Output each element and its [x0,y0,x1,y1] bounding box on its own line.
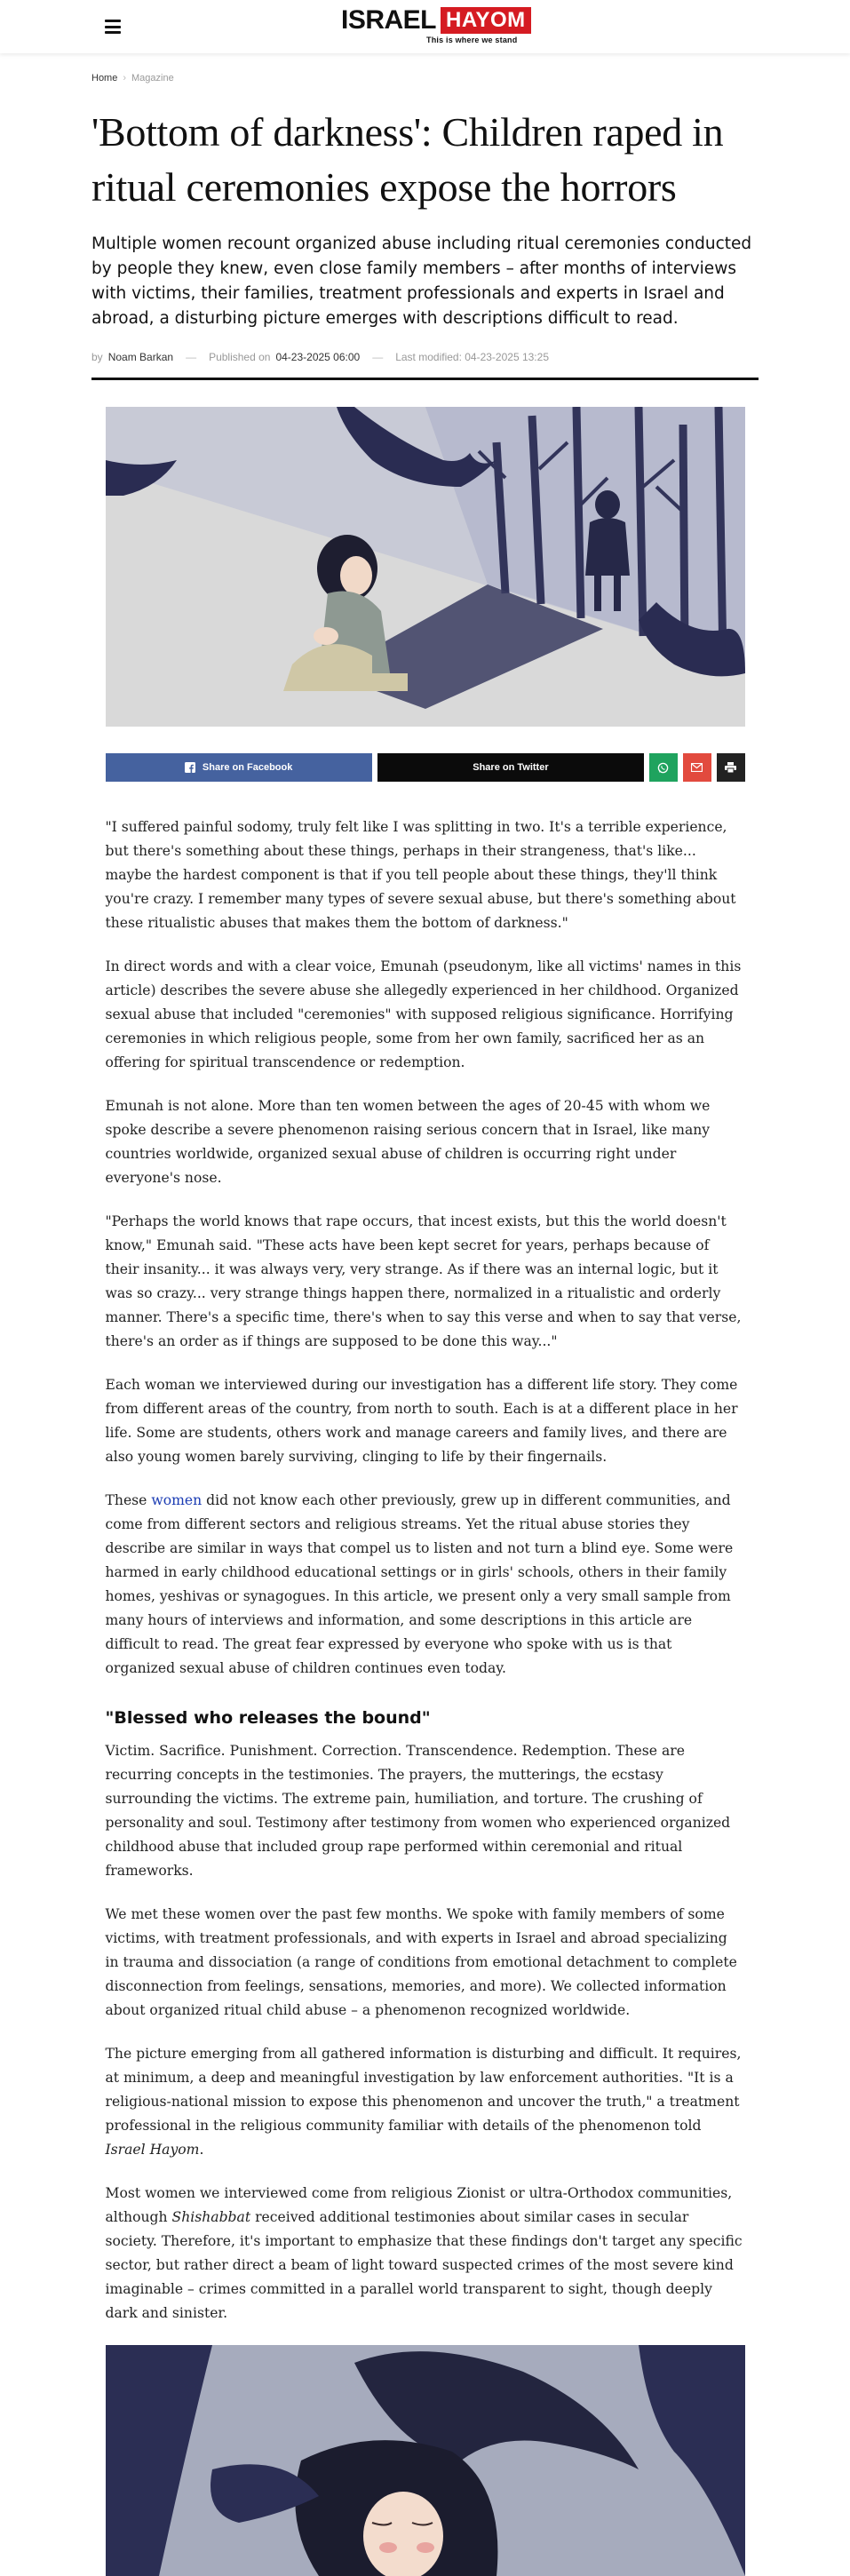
published-label: Published on [209,351,271,363]
author-link[interactable]: Noam Barkan [107,351,174,363]
share-facebook-label: Share on Facebook [202,762,293,773]
share-twitter-label: Share on Twitter [473,762,549,773]
meta-dash: — [186,351,197,363]
paragraph: Emunah is not alone. More than ten women between the ages of 20-45 with whom we spoke describe a severe phenomenon raising serious concern that in Israel, like many countries worldwide, organized sexual abuse of children is occurring right under everyone's nose. [105,1098,711,1186]
share-facebook-button[interactable] [106,753,372,782]
paragraph: Each woman we interviewed during our investigation has a different life story. They come from different areas of the country, from north to south. Each is at a different place in her life. Some are students, others work and manage careers and family lives, and there are also young women barely surviving, clinging to life by their fingernails. [105,1377,738,1465]
paragraph: We met these women over the past few months. We spoke with family members of some victims, with treatment professionals, and with experts in Israel and abroad specializing in trauma and dissociation (a range of conditions from emotional detachment to complete disconnection from feelings, sensations, memories, and more). We collected information about organized ritual child abuse – a phenomenon recognized worldwide. [105,1906,737,2018]
hero-image [106,407,745,727]
hero-illustration [106,407,745,727]
article-meta [91,351,759,380]
print-icon [725,762,736,773]
publication-name: Shishabbat [171,2209,251,2225]
breadcrumb-section[interactable]: Magazine [131,73,174,83]
article-subtitle: Multiple women recount organized abuse including ritual ceremonies conducted by people they knew, even close family members – after months of interviews with victims, their families, treatment professionals and experts in Israel and abroad, a disturbing picture emerges with descriptions difficult to read. [91,235,752,328]
facebook-icon [185,762,195,773]
breadcrumb-home[interactable]: Home [91,73,118,83]
modified-date: Last modified: 04-23-2025 13:25 [395,351,549,363]
page-title: 'Bottom of darkness': Children raped in ritual ceremonies expose the horrors [91,109,724,210]
paragraph: "I suffered painful sodomy, truly felt like I was splitting in two. It's a terrible experience, but there's something about these things, perhaps in their strangeness, that's like... maybe the hardest component is that if you tell people about these things, they'll think you're crazy. I remember many types of severe sexual abuse, but there's something about these ritualistic abuses that makes them the bottom of darkness." [105,819,736,931]
paragraph [106,1489,745,1681]
paragraph: "Perhaps the world knows that rape occurs, that incest exists, but this the world doesn't know," Emunah said. "These acts have been kept secret for years, perhaps because of their insanity... it was always very, very strange. As if there was an internal logic, but it was so crazy... very strange things happen there, normalized in a ritualistic and orderly manner. There's a specific time, there's when to say this verse and when to say that verse, there's an order as if things are supposed to be done this way..." [105,1213,742,1349]
paragraph: In direct words and with a clear voice, Emunah (pseudonym, like all victims' names in this article) describes the severe abuse she allegedly experienced in her childhood. Organized sexual abuse that included "ceremonies" with supposed religious significance. Horrifying ceremonies in which religious people, some from her own family, sacrificed her as an offering for spiritual transcendence or redemption. [105,958,742,1070]
publication-name: Israel Hayom [105,2142,200,2158]
paragraph [106,2182,745,2326]
hamburger-icon[interactable] [105,20,121,34]
share-twitter-button[interactable] [377,753,644,782]
section-subheading: "Blessed who releases the bound" [105,1708,431,1728]
print-button[interactable] [717,753,745,782]
text-segment: did not know each other previously, grew up in different communities, and come from different sectors and religious streams. Yet the ritual abuse stories they describe are similar in ways that compel us to listen and not turn a blind eye. Some were harmed in early childhood educational settings or in girls' schools, others in their family homes, yeshivas or synagogues. In this article, we present only a very small sample from many hours of interviews and information, and some descriptions in this article are difficult to read. The great fear expressed by everyone who spoke with us is that organized sexual abuse of children continues even today. [105,1492,734,1676]
article-image [106,2345,745,2576]
text-segment: . [199,2142,204,2158]
text-segment: The picture emerging from all gathered information is disturbing and difficult. It requires, at minimum, a deep and meaningful investigation by law enforcement authorities. "It is a religious-national mission to expose this phenomenon and uncover the truth," a treatment professional in the religious community familiar with details of the phenomenon told [105,2046,742,2134]
article-header [91,73,759,380]
share-email-button[interactable] [683,753,711,782]
share-whatsapp-button[interactable] [649,753,678,782]
text-segment: These [105,1492,152,1508]
women-link[interactable]: women [151,1492,203,1508]
breadcrumb [91,73,759,83]
text-segment: Most women we interviewed come from religious Zionist or ultra-Orthodox communities, although [105,2185,733,2225]
paragraph [106,2042,745,2162]
second-illustration [106,2345,745,2576]
whatsapp-icon [657,762,669,774]
published-date: 04-23-2025 06:00 [275,351,361,363]
site-header [0,0,850,53]
site-logo[interactable] [341,5,533,46]
logo-box: HAYOM [441,7,531,34]
paragraph: Victim. Sacrifice. Punishment. Correction. Transcendence. Redemption. These are recurring concepts in the testimonies. The prayers, the mutterings, the ecstasy surrounding the victims. The extreme pain, humiliation, and torture. The crushing of personality and soul. Testimony after testimony from women who experienced organized childhood abuse that included group rape performed within ceremonial and ritual frameworks. [105,1743,731,1879]
share-bar [106,753,745,782]
by-label: by [91,351,103,363]
article-body [106,815,745,2326]
breadcrumb-separator: › [123,73,127,83]
logo-word: ISRAEL [341,5,437,35]
text-segment: received additional testimonies about similar cases in secular society. Therefore, it's important to emphasize that these findings don't target any specific sector, but rather direct a beam of light toward suspected crimes of the most severe kind imaginable – crimes committed in a parallel world transparent to sight, though deeply dark and sinister. [105,2209,743,2321]
logo-tagline: This is where we stand [426,36,518,44]
meta-dash: — [372,351,384,363]
mail-icon [691,763,703,772]
